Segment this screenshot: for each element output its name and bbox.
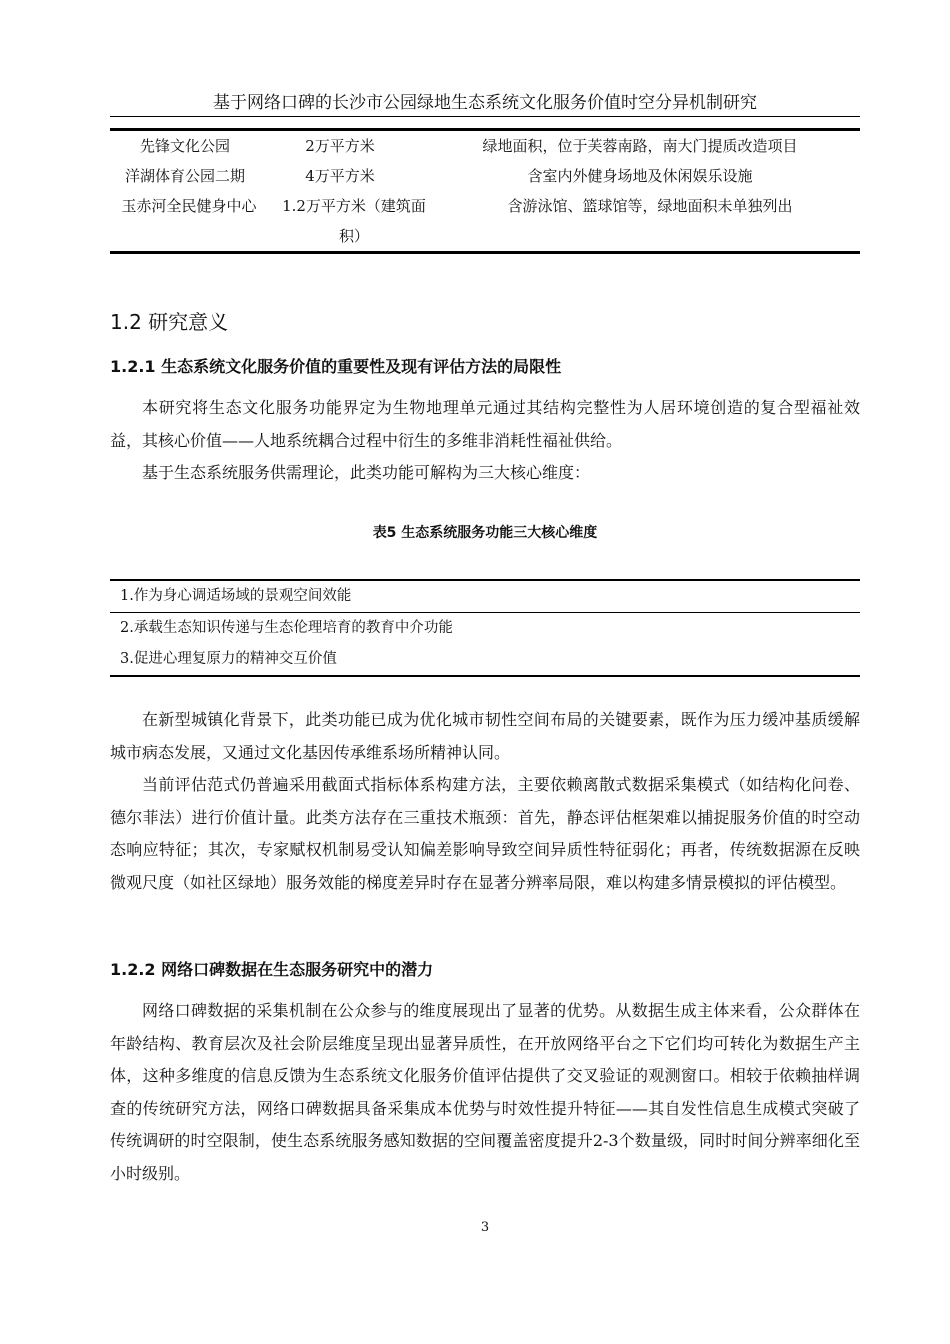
paragraph: 本研究将生态文化服务功能界定为生物地理单元通过其结构完整性为人居环境创造的复合型福祉效益，其核心价值——人地系统耦合过程中衍生的多维非消耗性福祉供给。 [110,398,860,450]
parks-table [110,128,860,254]
paragraph: 在新型城镇化背景下，此类功能已成为优化城市韧性空间布局的关键要素，既作为压力缓冲基质缓解城市病态发展，又通过文化基因传承维系场所精神认同。 [110,710,860,762]
park-note: 含室内外健身场地及休闲娱乐设施 [527,167,753,185]
paragraph: 当前评估范式仍普遍采用截面式指标体系构建方法，主要依赖离散式数据采集模式（如结构化问卷、德尔菲法）进行价值计量。此类方法存在三重技术瓶颈：首先，静态评估框架难以捕捉服务价值的时空动态响应特征；其次，专家赋权机制易受认知偏差影响导致空间异质性特征弱化；再者，传统数据源在反映微观尺度（如社区绿地）服务效能的梯度差异时存在显著分辨率局限，难以构建多情景模拟的评估模型。 [110,775,860,892]
table-row: 1.作为身心调适场域的景观空间效能 [110,581,860,613]
running-header: 基于网络口碑的长沙市公园绿地生态系统文化服务价值时空分异机制研究 [213,93,757,113]
paragraph: 网络口碑数据的采集机制在公众参与的维度展现出了显著的优势。从数据生成主体来看，公众群体在年龄结构、教育层次及社会阶层维度呈现出显著异质性，在开放网络平台之下它们均可转化为数据生产主体，这种多维度的信息反馈为生态系统文化服务价值评估提供了交叉验证的观测窗口。相较于依赖抽样调查的传统研究方法，网络口碑数据具备采集成本优势与时效性提升特征——其自发性信息生成模式突破了传统调研的时空限制，使生态系统服务感知数据的空间覆盖密度提升2-3个数量级，同时时间分辨率细化至小时级别。 [110,1001,860,1183]
park-area: 4万平方米 [305,167,375,185]
table-row [110,191,860,251]
park-note: 含游泳馆、篮球馆等，绿地面积未单独列出 [507,197,793,215]
body-text [110,704,860,899]
park-name: 玉赤河全民健身中心 [121,197,257,215]
park-area: 2万平方米 [305,137,375,155]
table-row: 3.促进心理复原力的精神交互价值 [120,651,337,667]
dimensions-table [110,579,860,677]
paragraph: 基于生态系统服务供需理论，此类功能可解构为三大核心维度： [142,463,591,482]
table-row [110,131,860,161]
body-text [110,995,860,1190]
subsection-heading: 1.2.2 网络口碑数据在生态服务研究中的潜力 [110,960,434,979]
subsection-heading: 1.2.1 生态系统文化服务价值的重要性及现有评估方法的局限性 [110,357,562,376]
table-row [110,161,860,191]
park-name: 洋湖体育公园二期 [124,167,245,185]
section-heading: 1.2 研究意义 [110,310,229,334]
park-name: 先锋文化公园 [139,137,230,155]
page-number: 3 [480,1220,490,1235]
park-area: 1.2万平方米（建筑面积） [282,197,426,245]
table-row: 2.承载生态知识传递与生态伦理培育的教育中介功能 [120,620,453,636]
header-rule [110,116,860,117]
table-caption: 表5 生态系统服务功能三大核心维度 [372,525,598,541]
body-text [110,392,860,490]
park-note: 绿地面积，位于芙蓉南路，南大门提质改造项目 [482,137,798,155]
